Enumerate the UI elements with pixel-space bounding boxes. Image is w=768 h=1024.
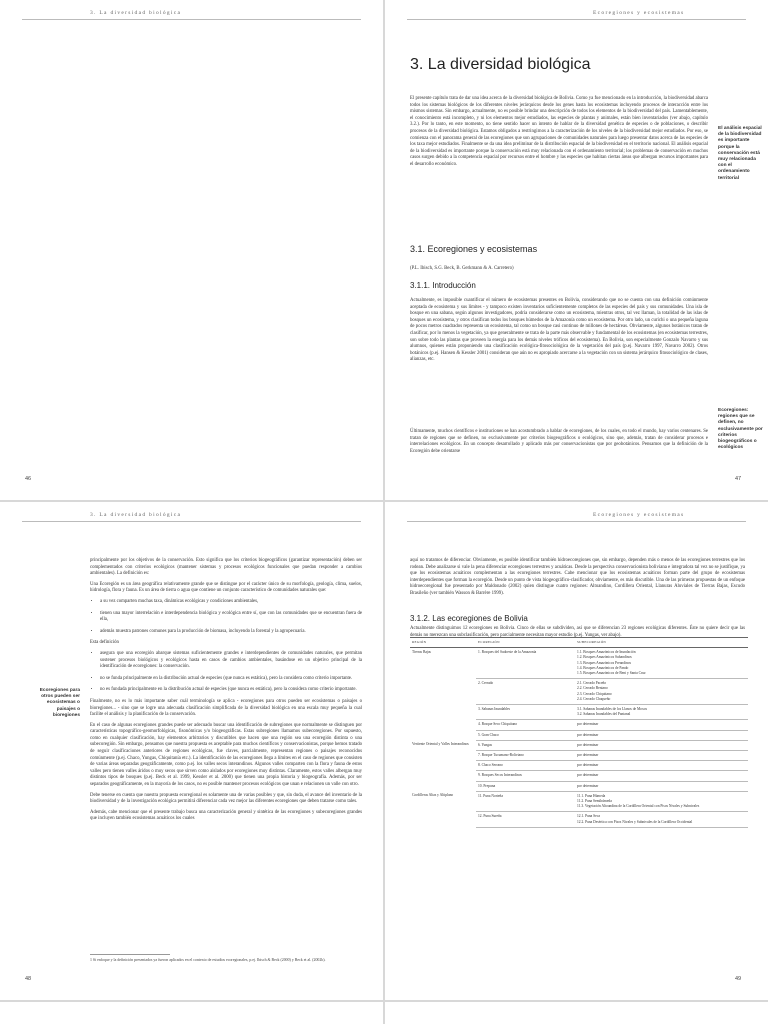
running-header: Ecoregiones y ecosistemas [593,10,685,16]
authors: (P.L. Ibisch, S.G. Beck, B. Gerkmann & A. Carretero) [410,266,514,271]
footnote-rule [90,954,170,955]
table-cell-sub: por determinar [575,720,748,730]
margin-note: El análisis espacial de la biodiversidad es importante porque la conservación está muy relacionada con el ordenamiento territorial [718,126,762,181]
table-cell-eco: 9. Bosques Secos Interandinos [476,771,575,781]
table-cell-sub: por determinar [575,730,748,740]
body-paragraph: aquí no tratamos de diferenciar. Obviamente, es posible identificar también hidroecoregiones que, sin embargo, dependen más o menos de las ecoregiones terrestres que los rodean. Debe analizarse si vale la pena diferenciar ecoregiones terrestres y acuáticas. Desde la perspectiva conservacionista boliviana e integradora tal vez no se justifique, ya que los ecosistemas acuáticos complementan a las ecoregiones terrestres. Cabe mencionar que los ecosistemas acuáticos forman parte del grupo de ecosistemas interdependientes que forman la ecoregión. Desde un punto de vista biogeográfico-clasificador, obviamente, es más discutible. Una de las primeras propuestas de un enfoque hidroecoregional fue presentado por Maldonado (2002) quien distingue cuatro regiones: Altoandino, Cordillera Oriental, Llanuras Aluviales de Tierras Bajas, Escudo Brasileño (ver también Wasson & Barrère 1999). [410,558,745,596]
table-row [410,648,748,679]
subsection-heading: 3.1.2. Las ecoregiones de Bolivia [410,614,528,623]
table-header-row [410,638,748,648]
page-number: 47 [735,476,742,482]
table-cell-region [410,781,476,791]
table-cell-eco: 6. Yungas [476,740,575,750]
table-cell-region [410,720,476,730]
table-cell-sub: 12.1. Puna Seca 12.2. Puna Desértica con Pisos Nivales y Subnivales de la Cordillera Occidental [575,812,748,827]
table-cell-eco: 7. Bosque Tucumano-Boliviano [476,751,575,761]
table-cell-eco: 10. Prepuna [476,781,575,791]
body-text [90,558,362,827]
page-50-partial [0,1002,383,1024]
running-header: Ecoregiones y ecosistemas [593,512,685,518]
body-paragraph: Además, cabe mencionar que el presente trabajo busca una caracterización general y sintética de las ecoregiones y subecoregiones grandes que incluyen también ecosistemas acuáticos los cuales [90,809,362,822]
list-item: • además muestra patrones comunes para la producción de biomasa, incluyendo la forestal y la agropecuaria. [100,629,362,636]
bullet-list [90,651,362,694]
column-header: ECOREGIÓN [476,638,575,648]
table-cell-region [410,771,476,781]
table-cell-region [410,751,476,761]
list-item: • tienen una mayor interrelación e interdependencia biológica y ecológica entre sí, que con las comunidades que se encuentran fuera de ella, [100,611,362,624]
body-paragraph: Finalmente, no es lo más importante saber cuál terminología se aplica - ecoregiones para otros pueden ser ecosistemas o paisajes o bioregiones... - sino que se logre una adecuada clasificación simplificada de la diversidad biológica en una escala muy pequeña la cual facilite el análisis y la planificación de la conservación. [90,698,362,718]
table-cell-sub: por determinar [575,761,748,771]
table-body [410,648,748,828]
ecoregion-table [410,637,748,828]
table-cell-eco: 8. Chaco Serrano [476,761,575,771]
table-cell-sub: por determinar [575,740,748,750]
page-51-partial [385,1002,768,1024]
margin-note: Ecoregiones: regiones que se definen, no exclusivamente por criterios biogeográficos o ecológicos [718,408,763,451]
table-row [410,705,748,720]
page-number: 49 [735,976,742,982]
running-header [593,1012,596,1018]
table-row [410,679,748,705]
table-cell-eco: 2. Cerrado [476,679,575,705]
table-row [410,761,748,771]
subsection-heading: 3.1.1. Introducción [410,281,476,290]
table-cell-region [410,705,476,720]
table-row [410,781,748,791]
table-row [410,730,748,740]
header-rule [407,19,746,20]
body-paragraph: Esta definición [90,640,119,646]
table-cell-sub: 11.1. Puna Húmeda 11.2. Puna Semihúmeda 11.3. Vegetación Altoandina de la Cordillera Oriental con Pisos Nivales y Subnivales [575,791,748,812]
table-cell-region: Tierras Bajas [412,650,431,655]
body-paragraph: Debe tenerse en cuenta que nuestra propuesta ecoregional es solamente una de varias posibles y que, sin duda, el avance del inventario de la biodiversidad y de la investigación ecológica permitirá diferenciar cada vez mejor las diferentes ecoregiones que deben tratarse como tales. [90,792,362,805]
table-cell-region [410,812,476,827]
table-cell-eco: 4. Bosque Seco Chiquitano [476,720,575,730]
body-paragraph: Actualmente distinguimos 12 ecoregiones en Bolivia. Cinco de ellas se subdividen, así que se diferencian 23 regiones ecológicas diferentes. Éste no quiere decir que las demás no merezcan una subclasificación, pero parcialmente necesitan mayor estudio (p.ej. Yungas, ver abajo). [410,626,745,638]
column-header: SUBECOREGIÓN [575,638,748,648]
body-paragraph: En el caso de algunas ecoregiones grandes puede ser adecuado buscar una identificación de subregiones que normalmente se distinguen por características topográfico-geomorfológicas, fisonómicas y/o biogeográficas. Estas subregiones llamamos subecoregiones. Por supuesto, como en cualquier clasificación, hay elementos arbitrarios y discutibles que hacen que una región sea una ecoregión distinta o una subecoregión. Sin embargo, pensamos que nuestra propuesta es aceptable para muchos científicos y conservacionistas, porque hemos tratado de seguir clasificaciones anteriores de regiones ecológicas, fue claves, parcialmente, representan regiones o paisajes reconocidos comúnmente (p.ej. Chaco, Yungas, Chiquitanía etc.). La identificación de las ecoregiones llega a límites en el caso de regiones que consisten de varias áreas separadas geográficamente, como p.ej. los valles secos interandinos. Algunos valles comparten con la flora y fauna de estos valles pero tienen valles áridos o muy secos que sirven como aislados por ecoregiones muy distintas. Claramente, estos valles albergan muy distintos tipos de bosques (p.ej. Beck et al. 1999, Kessler et al. 2000) que tienen una propia historia y biogeografía. Además, por ser separados geográficamente, en la mayoría de los casos, no es posible mantener procesos ecológicos que unan e relacionen un valle con otro. [90,722,362,788]
table-row [410,751,748,761]
table-row [410,812,748,827]
table-cell-sub: por determinar [575,771,748,781]
table-cell-region: Cordilleras Altas y Altiplano [412,793,454,798]
table-cell-sub: por determinar [575,751,748,761]
page-47 [385,0,768,500]
table-cell-eco: 3. Sabanas Inundables [476,705,575,720]
section-heading: 3.1. Ecoregiones y ecosistemas [410,244,538,254]
body-paragraph: Una Ecoregión es un área geográfica relativamente grande que se distingue por el carácter único de su morfología, geología, clima, suelos, hidrología, flora y fauna. Es un área de tierra o agua que contiene un conjunto característico de comunidades naturales que: [90,581,362,594]
header-rule [22,521,361,522]
running-header: 3. La diversidad biológica [90,512,182,518]
page-number: 46 [25,476,32,482]
table-row [410,720,748,730]
page-46 [0,0,383,500]
running-header: 3. La diversidad biológica [90,10,182,16]
table-cell-sub: 3.1. Sabanas Inundables de los Llanos de Moxos 3.2. Sabanas Inundables del Pantanal [575,705,748,720]
table-row [410,771,748,781]
bullet-list [90,599,362,635]
table-row [410,740,748,750]
table-row [410,791,748,812]
list-item: • no es fundada principalmente en la distribución actual de especies (que nunca es estática), pero la considera como criterio importante. [100,687,362,694]
table-cell-eco: 11. Puna Norteña [476,791,575,812]
table-cell-sub: 2.1. Cerrado Paceño 2.2. Cerrado Beniano 2.3. Cerrado Chiquitano 2.4. Cerrado Chaqueño [575,679,748,705]
margin-note: Ecoregiones para otros pueden ser ecosistemas o paisajes o bioregiones [39,688,80,718]
header-rule [22,19,361,20]
list-item: • asegura que una ecoregión abarque sistemas suficientemente grandes e interdependientes de comunidades naturales, que permitan sostener procesos biológicos y ecológicos hasta en casos de cambios ambientales, basándose en un objetivo principal de la identificación de ecoregiones: la conservación. [100,651,362,671]
table-cell-sub: 1.1. Bosques Amazónicos de Inundación 1.2. Bosques Amazónicos Subandinos 1.3. Bosques Amazónicos Preandinos 1.4. Bosques Amazónicos de Pando 1.5. Bosques Amazónicos de Beni y Santa Cruz [575,648,748,679]
page-number: 48 [25,976,32,982]
table-cell-region [410,730,476,740]
page-48 [0,502,383,1000]
table-cell-eco: 5. Gran Chaco [476,730,575,740]
header-rule [407,521,746,522]
table-cell-sub: por determinar [575,781,748,791]
chapter-title: 3. La diversidad biológica [410,56,591,73]
body-paragraph: Actualmente, es imposible cuantificar el número de ecosistemas presentes en Bolivia, considerando que no se cuenta con una definición comúnmente aceptada de ecosistema y sus límites - y tampoco existen inventarios suficientemente completos de las especies del país y sus comunidades. Una isla de bosque en una sabana, según algunos investigadores, podría considerarse como un ecosistema, mientras otros, tal vez llaman, la totalidad de las islas de bosques un ecosistema, y otros clasifican todos los bosques húmedos de la Amazonía como un ecosistema. Por otro lado, un curichi o una pequeña laguna de pocos metros cuadrados representa un ecosistema, tal como un bosque casi continuo de millones de hectáreas. Obviamente, algunos botánicos tratan de clasificar, por lo menos la vegetación, ya que generalmente se trata de la parte más observable y fundamental de los ecosistemas (en ecosistemas terrestres, son sobre todo las plantas que proveen la energía para los demás niveles tróficos del ecosistema). En Bolivia, son especialmente Gonzalo Navarro y sus alumnos, quienes están proponiendo una clasificación ecológica-fitosociológica de la vegetación del país (p.ej. Navarro 1997, Navarro 2002). Otros botánicos (p.ej. Hansen & Kessler 2001) consideran que aún no es apropiado acercarse a la vegetación con un sistema jerárquico fitosociológico de clases, alianzas, etc. [410,298,708,363]
column-header: REGIÓN [410,638,476,648]
table-cell-region [410,679,476,705]
list-item: • no se funda principalmente en la distribución actual de especies (que nunca es estática), pero la considera como criterio importante. [100,676,362,683]
footnote: 1 Si enfoque y la definición presentados ya fueron aplicados en el contexto de estudios ecoregionales, p.ej. Ibisch & Beck (2000) y Beck et al. (2002b). [90,958,326,962]
table-cell-region: Vertiente Oriental y Valles Interandinos [412,742,469,747]
body-paragraph: principalmente por los objetivos de la conservación. Esto significa que los criterios biogeográficos (garantizar representación) deben ser complementados con criterios ecológicos (mantener sistemas y procesos ecológicos funcionales que puedan responder a cambios ambientales). La definición es: [90,558,362,577]
table-cell-eco: 12. Puna Sureña [476,812,575,827]
intro-paragraph: El presente capítulo trata de dar una idea acerca de la diversidad biológica de Bolivia. Como ya fue mencionado en la introducción, la biodiversidad abarca todos los sistemas biológicos de los diferentes niveles jerárquicos desde los genes hasta los ecosistemas incluyendo procesos de interacción entre los mismos sistemas. Sin embargo, actualmente, no es posible brindar una descripción de todos los elementos de la biodiversidad del país. Lamentablemente, el conocimiento está incompleto, y ni los elementos mejor estudiados, las especies de plantas y animales, están bien inventariados (ver abajo, capítulo 3.2.). Por lo tanto, en este momento, no tiene sentido hacer un intento de hablar de la diversidad genética de especies o de poblaciones, o describir procesos de la diversidad biológica. Estamos obligados a restringirnos a la caracterización de los niveles de la biodiversidad mejor estudiados. Por eso, se comienza con el panorama general de las ecoregiones que son agrupaciones de comunidades naturales para luego presentar datos acerca de las especies de los taxa mejor estudiados. Finalmente se da una idea preliminar de la distribución espacial de la biodiversidad en el territorio nacional. El análisis espacial de la biodiversidad es importante porque la conservación está muy relacionada con el ordenamiento territorial; los problemas de conservación en muchos casos surgen debido a la competencia espacial por recursos entre el hombre y las especies que habitan ciertas áreas que albergan recursos importantes para el desarrollo económico. [410,96,708,167]
running-header [90,1012,93,1018]
list-item: • a su vez comparten muchas taxa, dinámicas ecológicas y condiciones ambientales, [100,599,362,606]
table-cell-region [410,761,476,771]
table-cell-eco: 1. Bosques del Sudoeste de la Amazonía [476,648,575,679]
page-49 [385,502,768,1000]
body-paragraph: Últimamente, muchos científicos e instituciones se han acostumbrado a hablar de ecoregiones, de los cuales, en todo el mundo, hay varios centenares. Se tratan de regiones que se definen, no exclusivamente por criterios biogeográficos o ecológicos, sino que, además, tratan de considerar procesos e interrelaciones ecológicos. En un concepto desarrollado y aplicado más por conservacionistas que por geobotánicos. Pensamos que la definición de la Ecoregión debe orientarse [410,429,708,454]
